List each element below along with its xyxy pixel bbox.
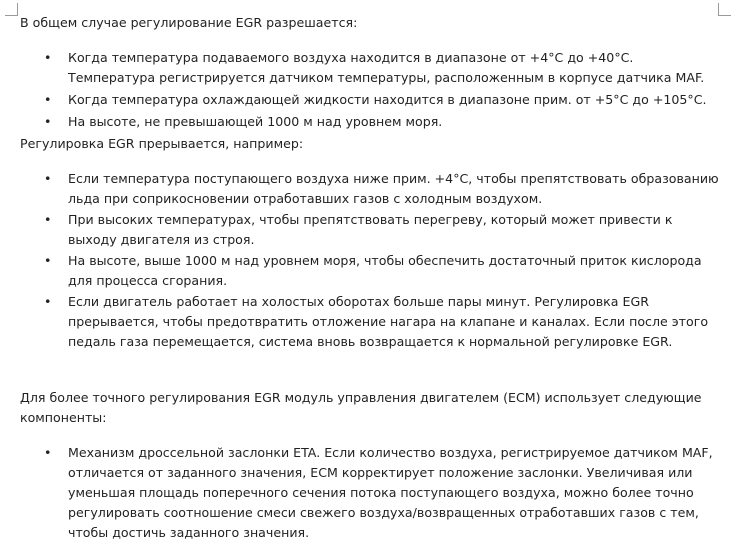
- bullet: •: [44, 171, 52, 186]
- list-item: [20, 90, 720, 110]
- list-item-text: Когда температура подаваемого воздуха находится в диапазоне от +4°C до +40°C. Температура регистрируется датчиком температуры, расположенным в корпусе датчика MAF.: [68, 50, 705, 85]
- bullet: •: [44, 445, 52, 460]
- allowed-conditions-list: [20, 48, 720, 132]
- document-body: [20, 13, 720, 543]
- list-item: [20, 112, 720, 132]
- list-item: [20, 210, 720, 250]
- bullet: •: [44, 294, 52, 309]
- bullet: •: [44, 253, 52, 268]
- list-item-text: Когда температура охлаждающей жидкости находится в диапазоне прим. от +5°C до +105°C.: [68, 92, 707, 107]
- list-item: [20, 292, 720, 352]
- bullet: •: [44, 92, 52, 107]
- list-item: [20, 251, 720, 291]
- bullet: •: [44, 114, 52, 129]
- bullet: •: [44, 212, 52, 227]
- interrupt-heading: Регулировка EGR прерывается, например:: [20, 136, 304, 151]
- list-item-text: На высоте, выше 1000 м над уровнем моря, чтобы обеспечить достаточный приток кислорода для процесса сгорания.: [68, 253, 702, 288]
- components-list: [20, 443, 720, 543]
- list-item-text: Если двигатель работает на холостых оборотах больше пары минут. Регулировка EGR прерывается, чтобы предотвратить отложение нагара на клапане и каналах. Если после этого педаль газа перемещается, система вновь возвращается к нормальной регулировке EGR.: [68, 294, 709, 349]
- list-item-text: На высоте, не превышающей 1000 м над уровнем моря.: [68, 114, 443, 129]
- bullet: •: [44, 50, 52, 65]
- list-item-text: Если температура поступающего воздуха ниже прим. +4°C, чтобы препятствовать образованию льда при соприкосновении отработавших газов с холодным воздухом.: [68, 171, 719, 206]
- components-heading: Для более точного регулирования EGR модуль управления двигателем (ECM) использует следующие компоненты:: [20, 390, 702, 425]
- list-item: [20, 48, 720, 88]
- list-item: [20, 443, 720, 543]
- list-item-text: При высоких температурах, чтобы препятствовать перегреву, который может привести к выходу двигателя из строя.: [68, 212, 673, 247]
- list-item: [20, 169, 720, 209]
- page-corner-mark-left: [5, 3, 18, 16]
- intro-paragraph: В общем случае регулирование EGR разрешается:: [20, 15, 358, 30]
- list-item-text: Механизм дроссельной заслонки ETA. Если количество воздуха, регистрируемое датчиком MAF, отличается от заданного значения, ECM корректирует положение заслонки. Увеличивая или уменьшая площадь поперечного сечения потока поступающего воздуха, можно более точно регулировать соотношение смеси свежего воздуха/возвращенных отработавших газов с тем, чтобы достичь заданного значения.: [68, 445, 713, 540]
- interrupt-conditions-list: [20, 169, 720, 352]
